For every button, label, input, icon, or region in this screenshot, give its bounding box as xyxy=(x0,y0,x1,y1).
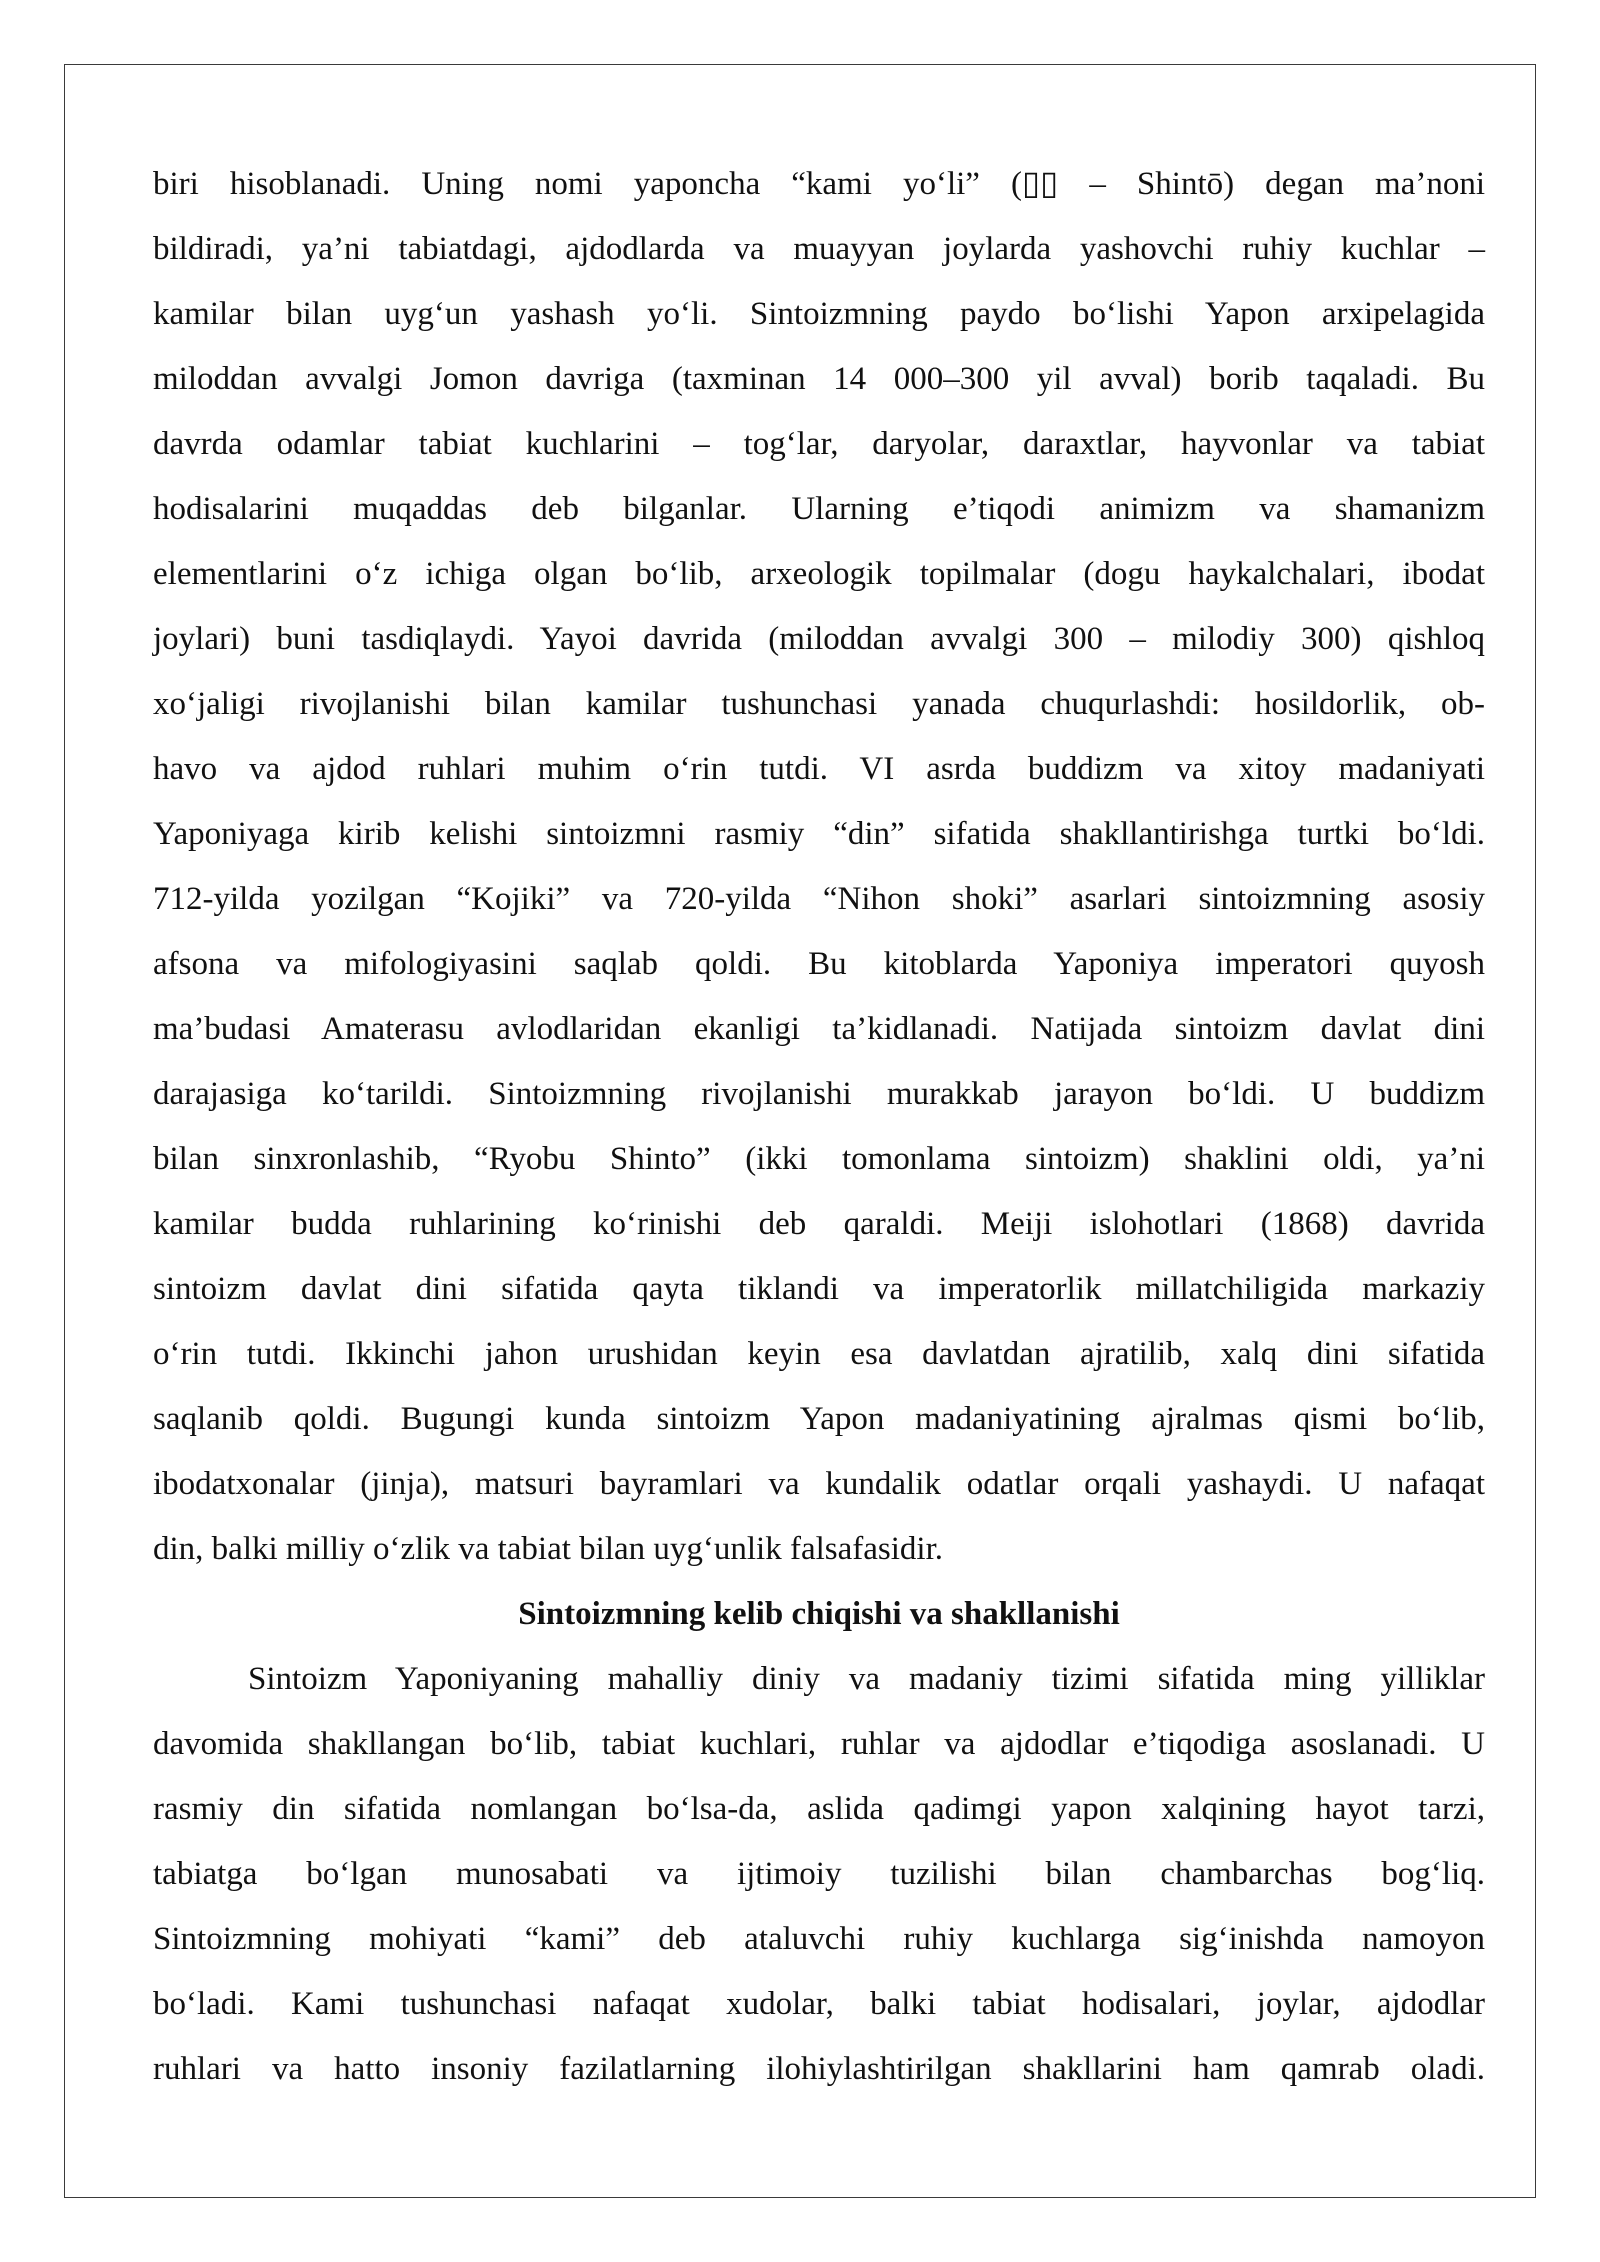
text-line: ibodatxonalar (jinja), matsuri bayramlari va kundalik odatlar orqali yashaydi. U nafaqat xyxy=(153,1466,1485,1502)
paragraph-1 xyxy=(153,152,1485,1582)
text-line: havo va ajdod ruhlari muhim o‘rin tutdi. VI asrda buddizm va xitoy madaniyati xyxy=(153,751,1485,787)
text-line: Sintoizmning mohiyati “kami” deb ataluvchi ruhiy kuchlarga sig‘inishda namoyon xyxy=(153,1921,1485,1957)
text-line: tabiatga bo‘lgan munosabati va ijtimoiy tuzilishi bilan chambarchas bog‘liq. xyxy=(153,1856,1485,1892)
text-line: biri hisoblanadi. Uning nomi yaponcha “kami yo‘li” (▯▯ – Shintō) degan ma’noni xyxy=(153,166,1485,202)
text-line: bildiradi, ya’ni tabiatdagi, ajdodlarda va muayyan joylarda yashovchi ruhiy kuchlar – xyxy=(153,231,1485,267)
text-line: 712-yilda yozilgan “Kojiki” va 720-yilda “Nihon shoki” asarlari sintoizmning asosiy xyxy=(153,881,1485,917)
text-line: sintoizm davlat dini sifatida qayta tiklandi va imperatorlik millatchiligida markaziy xyxy=(153,1271,1485,1307)
text-line: davomida shakllangan bo‘lib, tabiat kuchlari, ruhlar va ajdodlar e’tiqodiga asoslanadi. U xyxy=(153,1726,1485,1762)
text-line: joylari) buni tasdiqlaydi. Yayoi davrida (miloddan avvalgi 300 – milodiy 300) qishloq xyxy=(153,621,1485,657)
text-line: afsona va mifologiyasini saqlab qoldi. Bu kitoblarda Yaponiya imperatori quyosh xyxy=(153,946,1485,982)
text-line: darajasiga ko‘tarildi. Sintoizmning rivojlanishi murakkab jarayon bo‘ldi. U buddizm xyxy=(153,1076,1485,1112)
text-line: ruhlari va hatto insoniy fazilatlarning ilohiylashtirilgan shakllarini ham qamrab oladi. xyxy=(153,2051,1485,2087)
text-line: din, balki milliy o‘zlik va tabiat bilan uyg‘unlik falsafasidir. xyxy=(153,1531,944,1567)
text-line: saqlanib qoldi. Bugungi kunda sintoizm Yapon madaniyatining ajralmas qismi bo‘lib, xyxy=(153,1401,1485,1437)
text-line: kamilar budda ruhlarining ko‘rinishi deb qaraldi. Meiji islohotlari (1868) davrida xyxy=(153,1206,1485,1242)
document-body xyxy=(153,152,1485,2102)
text-line: davrda odamlar tabiat kuchlarini – tog‘lar, daryolar, daraxtlar, hayvonlar va tabiat xyxy=(153,426,1485,462)
text-line: ma’budasi Amaterasu avlodlaridan ekanligi ta’kidlanadi. Natijada sintoizm davlat dini xyxy=(153,1011,1485,1047)
text-line: hodisalarini muqaddas deb bilganlar. Ularning e’tiqodi animizm va shamanizm xyxy=(153,491,1485,527)
text-line: elementlarini o‘z ichiga olgan bo‘lib, arxeologik topilmalar (dogu haykalchalari, ibodat xyxy=(153,556,1485,592)
text-line: xo‘jaligi rivojlanishi bilan kamilar tushunchasi yanada chuqurlashdi: hosildorlik, ob- xyxy=(153,686,1485,722)
text-line: bilan sinxronlashib, “Ryobu Shinto” (ikki tomonlama sintoizm) shaklini oldi, ya’ni xyxy=(153,1141,1485,1177)
text-line: Yaponiyaga kirib kelishi sintoizmni rasmiy “din” sifatida shakllantirishga turtki bo‘ldi. xyxy=(153,816,1485,852)
section-heading: Sintoizmning kelib chiqishi va shakllanishi xyxy=(518,1596,1120,1632)
text-line: Sintoizm Yaponiyaning mahalliy diniy va madaniy tizimi sifatida ming yilliklar xyxy=(248,1661,1485,1697)
text-line: miloddan avvalgi Jomon davriga (taxminan 14 000–300 yil avval) borib taqaladi. Bu xyxy=(153,361,1485,397)
text-line: bo‘ladi. Kami tushunchasi nafaqat xudolar, balki tabiat hodisalari, joylar, ajdodlar xyxy=(153,1986,1485,2022)
text-line: o‘rin tutdi. Ikkinchi jahon urushidan keyin esa davlatdan ajratilib, xalq dini sifatida xyxy=(153,1336,1485,1372)
paragraph-2 xyxy=(153,1647,1485,2102)
text-line: rasmiy din sifatida nomlangan bo‘lsa-da, aslida qadimgi yapon xalqining hayot tarzi, xyxy=(153,1791,1485,1827)
text-line: kamilar bilan uyg‘un yashash yo‘li. Sintoizmning paydo bo‘lishi Yapon arxipelagida xyxy=(153,296,1485,332)
